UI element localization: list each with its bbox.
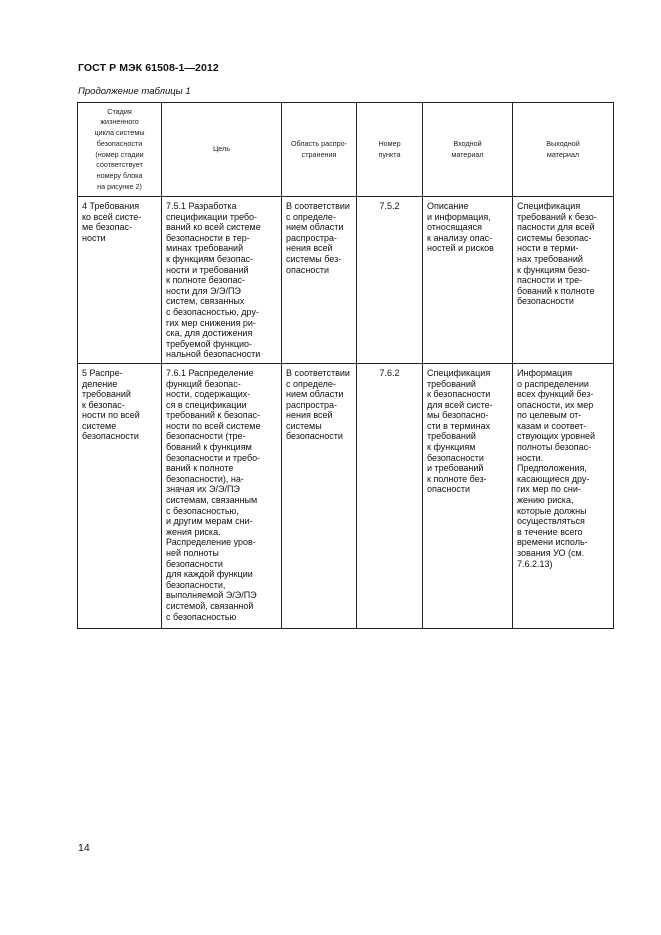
text-line: ствующих уровней xyxy=(517,431,596,442)
text-line: требований xyxy=(427,378,476,389)
text-line: Стадия xyxy=(107,106,132,116)
text-line: с безопасностью, дру- xyxy=(166,306,259,317)
text-line: опасности xyxy=(286,264,330,275)
text-line: материал xyxy=(546,149,580,159)
text-line: В соответствии xyxy=(286,201,350,211)
text-line: и требований xyxy=(427,463,484,474)
document-header: ГОСТ Р МЭК 61508-1—2012 xyxy=(78,62,219,74)
text-line: ности xyxy=(82,232,106,243)
cell-input xyxy=(423,197,513,364)
text-line: опасности xyxy=(427,484,471,495)
text-line: гих мер снижения ри- xyxy=(166,317,256,328)
text-line: нием области xyxy=(286,389,344,400)
cell-clause: 7.6.2 xyxy=(357,363,423,628)
text-line: 7.6.1 Распределение xyxy=(166,367,254,378)
text-line: Цель xyxy=(212,144,230,154)
text-line: требований к безопас- xyxy=(166,410,261,421)
text-line: для всей систе- xyxy=(427,399,493,410)
col-header-goal xyxy=(162,103,282,197)
text-line: нальной безопасности xyxy=(166,349,261,360)
text-line: ме безопас- xyxy=(82,222,132,233)
text-line: к безопас- xyxy=(82,399,125,410)
text-line: с безопасностью, xyxy=(166,505,239,516)
text-line: (номер стадии xyxy=(95,149,144,159)
text-line: всех функций без- xyxy=(517,389,594,400)
text-line: спецификации требо- xyxy=(166,211,258,222)
text-line: безопасности xyxy=(82,431,139,442)
text-line: минах требований xyxy=(166,243,244,254)
text-line: выполняемой Э/Э/ПЭ xyxy=(166,590,257,601)
text-line: безопасности xyxy=(286,431,343,442)
cell-stage xyxy=(78,197,162,364)
cell-clause: 7.5.2 xyxy=(357,197,423,364)
text-line: на рисунке 2) xyxy=(97,181,142,191)
text-line: пункта xyxy=(378,149,401,159)
text-line: 4 Требования xyxy=(82,201,140,211)
text-line: В соответствии xyxy=(286,367,350,378)
text-line: и информация, xyxy=(427,211,491,222)
text-line: цикла системы xyxy=(94,128,145,138)
text-line: требований к безо- xyxy=(517,211,597,222)
cell-stage xyxy=(78,363,162,628)
text-line: системы xyxy=(286,420,322,431)
text-line: ваний ко всей системе xyxy=(166,222,261,233)
text-line: опасности, их мер xyxy=(517,399,594,410)
text-line: системой, связанной xyxy=(166,600,254,611)
text-line: Предположения, xyxy=(517,463,587,474)
text-line: Описание xyxy=(427,201,469,211)
text-line: времени исполь- xyxy=(517,537,588,548)
text-line: системам, связанным xyxy=(166,495,258,506)
cell-goal xyxy=(162,363,282,628)
text-line: которые должны xyxy=(517,505,587,516)
col-header-stage xyxy=(78,103,162,197)
text-line: безопасности в тер- xyxy=(166,232,250,243)
text-line: бований к полноте xyxy=(517,285,595,296)
text-line: безопасности xyxy=(166,558,223,569)
text-line: 7.5.1 Разработка xyxy=(166,201,237,211)
text-line: распростра- xyxy=(286,399,338,410)
text-line: материал xyxy=(451,149,484,159)
table-caption: Продолжение таблицы 1 xyxy=(78,86,191,97)
text-line: мы безопасно- xyxy=(427,410,489,421)
text-line: для каждой функции xyxy=(166,569,253,580)
text-line: нения всей xyxy=(286,243,333,254)
text-line: номеру блока xyxy=(96,170,143,180)
text-line: ся в спецификации xyxy=(166,399,247,410)
col-header-scope xyxy=(282,103,357,197)
text-line: ности для Э/Э/ПЭ xyxy=(166,285,241,296)
text-line: системе xyxy=(82,420,117,431)
text-line: ности и требований xyxy=(166,264,249,275)
page-number: 14 xyxy=(78,842,90,854)
text-line: относящаяся xyxy=(427,222,482,233)
text-line: безопасности и требо- xyxy=(166,452,261,463)
text-line: Выходной xyxy=(546,138,580,148)
text-line: нах требований xyxy=(517,253,583,264)
cell-output xyxy=(513,363,614,628)
col-header-input xyxy=(423,103,513,197)
text-line: деление xyxy=(82,378,118,389)
text-line: требований xyxy=(427,431,476,442)
text-line: Распределение уров- xyxy=(166,537,256,548)
text-line: ности. xyxy=(517,452,544,463)
text-line: осуществляться xyxy=(517,516,585,527)
text-line: странения xyxy=(301,149,337,159)
cell-goal xyxy=(162,197,282,364)
cell-output xyxy=(513,197,614,364)
text-line: к безопасности xyxy=(427,389,491,400)
col-header-output xyxy=(513,103,614,197)
text-line: безопасности), на- xyxy=(166,473,244,484)
text-line: безопасности, xyxy=(166,579,226,590)
text-line: функций безопас- xyxy=(166,378,241,389)
cell-input xyxy=(423,363,513,628)
text-line: ности в терми- xyxy=(517,243,579,254)
text-line: ней полноты xyxy=(166,548,219,558)
text-line: к функциям безопас- xyxy=(166,253,254,264)
text-line: системы безопас- xyxy=(517,232,592,243)
text-line: бований к функциям xyxy=(166,442,252,453)
text-line: в течение всего xyxy=(517,526,583,537)
text-line: 7.6.2.13) xyxy=(517,558,553,569)
text-line: нения всей xyxy=(286,410,333,421)
text-line: зования УО (см. xyxy=(517,548,585,558)
text-line: с безопасностью xyxy=(166,611,237,622)
text-line: с определе- xyxy=(286,211,336,222)
text-line: казам и соответ- xyxy=(517,420,587,431)
cell-scope xyxy=(282,197,357,364)
text-line: жению риска, xyxy=(517,495,574,506)
text-line: системы без- xyxy=(286,253,342,264)
text-line: безопасности xyxy=(427,452,484,463)
text-line: безопасности (тре- xyxy=(166,431,246,442)
table-row xyxy=(78,197,614,364)
text-line: о распределении xyxy=(517,378,589,389)
text-line: Номер xyxy=(378,138,401,148)
text-line: Спецификация xyxy=(427,367,491,378)
text-line: ска, для достижения xyxy=(166,328,253,339)
text-line: к анализу опас- xyxy=(427,232,493,243)
text-line: требуемой функцио- xyxy=(166,338,253,349)
text-line: Область распро- xyxy=(290,138,348,148)
text-line: нием области xyxy=(286,222,344,233)
text-line: ваний к полноте xyxy=(166,463,234,474)
text-line: к полноте без- xyxy=(427,473,487,484)
text-line: полноты безопас- xyxy=(517,442,592,453)
text-line: пасности и тре- xyxy=(517,275,583,286)
lifecycle-table xyxy=(77,102,614,629)
text-line: ности по всей xyxy=(82,410,140,421)
table-row xyxy=(78,363,614,628)
text-line: безопасности xyxy=(96,138,143,148)
text-line: гих мер по сни- xyxy=(517,484,581,495)
text-line: 5 Распре- xyxy=(82,367,123,378)
text-line: Спецификация xyxy=(517,201,581,211)
header-row xyxy=(78,103,614,197)
text-line: сти в терминах xyxy=(427,420,491,431)
text-line: требований xyxy=(82,389,131,400)
text-line: значая их Э/Э/ПЭ xyxy=(166,484,240,495)
text-line: по целевым от- xyxy=(517,410,582,421)
text-line: и другим мерам сни- xyxy=(166,516,253,527)
text-line: соответствует xyxy=(96,160,143,170)
text-line: к функциям xyxy=(427,442,476,453)
text-line: безопасности xyxy=(517,296,574,307)
text-line: пасности для всей xyxy=(517,222,595,233)
text-line: ностей и рисков xyxy=(427,243,494,254)
text-line: распростра- xyxy=(286,232,338,243)
text-line: Информация xyxy=(517,367,573,378)
text-line: жизненного xyxy=(100,117,139,127)
text-line: касающиеся дру- xyxy=(517,473,590,484)
text-line: ко всей систе- xyxy=(82,211,142,222)
cell-scope xyxy=(282,363,357,628)
text-line: ности по всей системе xyxy=(166,420,261,431)
text-line: Входной xyxy=(453,138,482,148)
text-line: жения риска. xyxy=(166,526,221,537)
text-line: систем, связанных xyxy=(166,296,245,307)
text-line: с определе- xyxy=(286,378,336,389)
text-line: ности, содержащих- xyxy=(166,389,251,400)
col-header-clause xyxy=(357,103,423,197)
text-line: к полноте безопас- xyxy=(166,275,245,286)
text-line: к функциям безо- xyxy=(517,264,590,275)
